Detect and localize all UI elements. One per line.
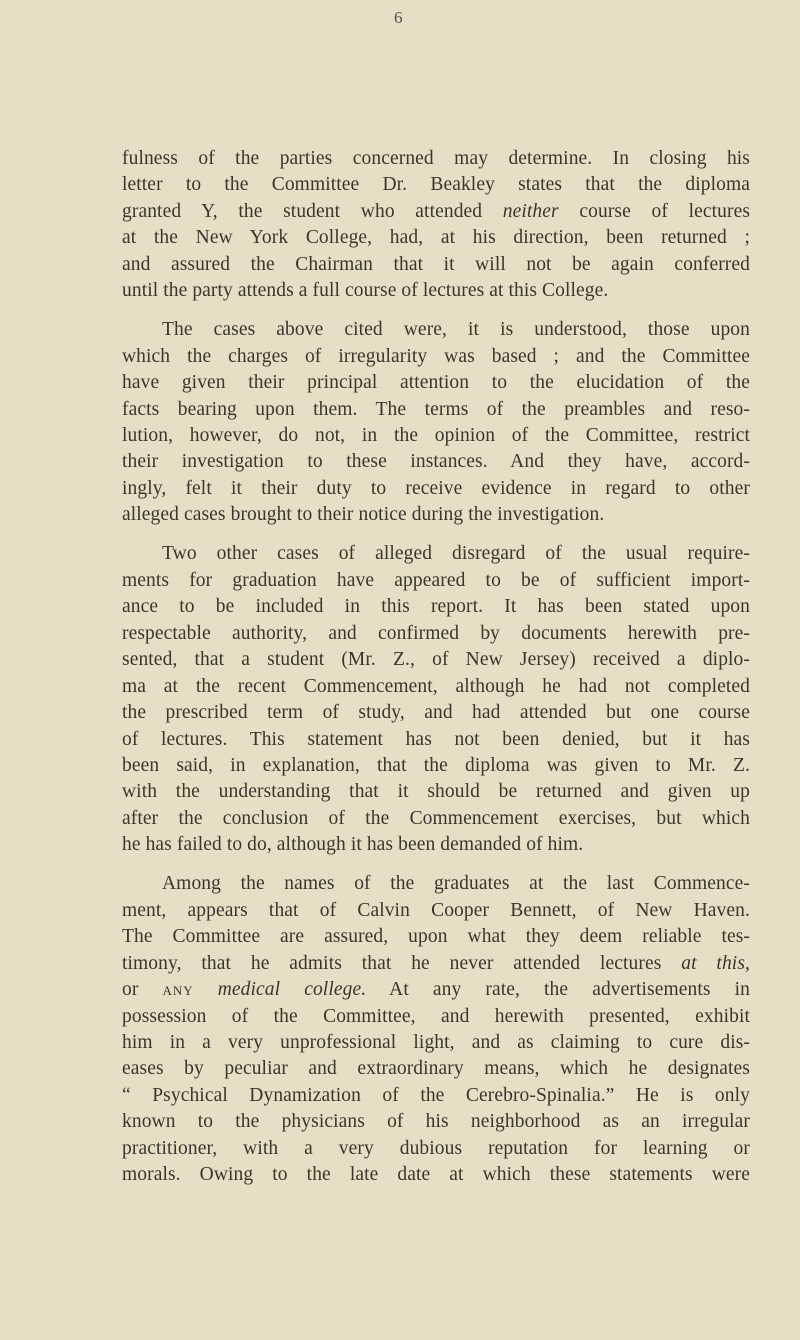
text-line <box>122 622 750 646</box>
text-segment: the prescribed term of study, and had attended but one course <box>122 702 750 723</box>
text-segment: At any rate, the advertisements in <box>366 979 750 1000</box>
text-line <box>122 450 750 474</box>
text-line <box>122 595 750 619</box>
text-segment: possession of the Committee, and herewith presented, exhibit <box>122 1005 750 1027</box>
italic-text: at this <box>681 952 746 974</box>
text-segment: ment, appears that of Calvin Cooper Bennett, of New Haven. <box>122 899 750 921</box>
text-segment: eases by peculiar and extraordinary means, which he designates <box>122 1058 750 1080</box>
text-line <box>122 200 750 224</box>
text-segment: sented, that a student (Mr. Z., of New Jersey) received a diplo- <box>122 649 750 671</box>
text-line <box>122 978 750 1002</box>
text-segment <box>194 979 218 1000</box>
text-line <box>122 1057 750 1081</box>
text-line <box>122 754 750 778</box>
text-line <box>122 780 750 804</box>
text-segment: ingly, felt it their duty to receive evidence in regard to other <box>122 477 750 499</box>
text-segment: ma at the recent Commencement, although he had not completed <box>122 675 750 697</box>
text-line <box>122 648 750 672</box>
text-line <box>122 569 750 593</box>
text-line <box>122 424 750 448</box>
text-segment: “ Psychical Dynamization of the Cerebro-Spinalia.” He is only <box>122 1084 750 1106</box>
text-segment: course of lectures <box>558 200 751 222</box>
text-segment: The cases above cited were, it is understood, those upon <box>162 319 750 341</box>
text-segment: him in a very unprofessional light, and as claiming to cure dis- <box>122 1031 750 1053</box>
text-line <box>122 833 750 857</box>
text-line <box>162 318 750 342</box>
text-segment: alleged cases brought to their notice during the investigation. <box>122 504 605 526</box>
text-line <box>122 1031 750 1055</box>
small-caps-text: any <box>162 979 194 1000</box>
text-segment: ments for graduation have appeared to be of sufficient import- <box>122 569 750 591</box>
text-line <box>122 226 750 250</box>
text-segment: Among the names of the graduates at the last Commence- <box>162 873 750 895</box>
text-line <box>162 872 750 896</box>
text-segment: with the understanding that it should be returned and given up <box>122 781 750 803</box>
text-line <box>122 1163 750 1187</box>
text-segment: morals. Owing to the late date at which these statements were <box>122 1164 750 1186</box>
text-line <box>122 1005 750 1029</box>
text-line <box>162 542 750 566</box>
text-segment: facts bearing upon them. The terms of the preambles and reso- <box>122 398 750 420</box>
text-segment: their investigation to these instances. And they have, accord- <box>122 451 750 473</box>
text-line <box>122 147 750 171</box>
text-line <box>122 899 750 923</box>
text-segment: known to the physicians of his neighborhood as an irregular <box>122 1111 750 1133</box>
text-segment: he has failed to do, although it has been demanded of him. <box>122 834 584 856</box>
text-segment: letter to the Committee Dr. Beakley states that the diploma <box>122 174 750 196</box>
text-segment: granted Y, the student who attended <box>122 200 503 222</box>
text-segment: The Committee are assured, upon what they deem reliable tes- <box>122 926 750 948</box>
text-line <box>122 173 750 197</box>
text-line <box>122 807 750 831</box>
text-segment: or <box>122 979 163 1000</box>
text-segment: until the party attends a full course of lectures at this College. <box>122 280 609 302</box>
text-line <box>122 398 750 422</box>
text-line <box>122 728 750 752</box>
text-segment: timony, that he admits that he never attended lectures <box>122 952 682 974</box>
text-segment: of lectures. This statement has not been denied, but it has <box>122 728 750 750</box>
text-line <box>122 675 750 699</box>
text-segment: and assured the Chairman that it will not be again conferred <box>122 253 750 275</box>
text-line <box>122 503 750 527</box>
text-line <box>122 1110 750 1134</box>
page-number: 6 <box>394 8 403 27</box>
text-segment: lution, however, do not, in the opinion of the Committee, restrict <box>122 425 750 446</box>
text-segment: at the New York College, had, at his direction, been returned ; <box>122 227 750 249</box>
text-segment: practitioner, with a very dubious reputation for learning or <box>122 1137 750 1159</box>
text-segment: , <box>745 952 750 974</box>
text-line <box>122 371 750 395</box>
text-segment: fulness of the parties concerned may determine. In closing his <box>122 148 750 169</box>
text-line <box>122 1084 750 1108</box>
text-line <box>122 701 750 725</box>
text-segment: been said, in explanation, that the diploma was given to Mr. Z. <box>122 754 750 776</box>
text-line <box>122 345 750 369</box>
text-line <box>122 253 750 277</box>
italic-text: neither <box>502 200 559 222</box>
text-line <box>122 1137 750 1161</box>
italic-text: medical college. <box>217 979 367 1000</box>
text-line <box>122 477 750 501</box>
text-segment: ance to be included in this report. It has been stated upon <box>122 596 750 618</box>
text-segment: which the charges of irregularity was based ; and the Committee <box>122 345 750 367</box>
text-segment: after the conclusion of the Commencement exercises, but which <box>122 807 750 829</box>
text-line <box>122 279 750 303</box>
text-line <box>122 925 750 949</box>
text-segment: Two other cases of alleged disregard of the usual require- <box>162 543 750 565</box>
text-segment: respectable authority, and confirmed by documents herewith pre- <box>122 622 750 644</box>
text-segment: have given their principal attention to the elucidation of the <box>122 372 750 394</box>
text-line <box>122 952 750 976</box>
